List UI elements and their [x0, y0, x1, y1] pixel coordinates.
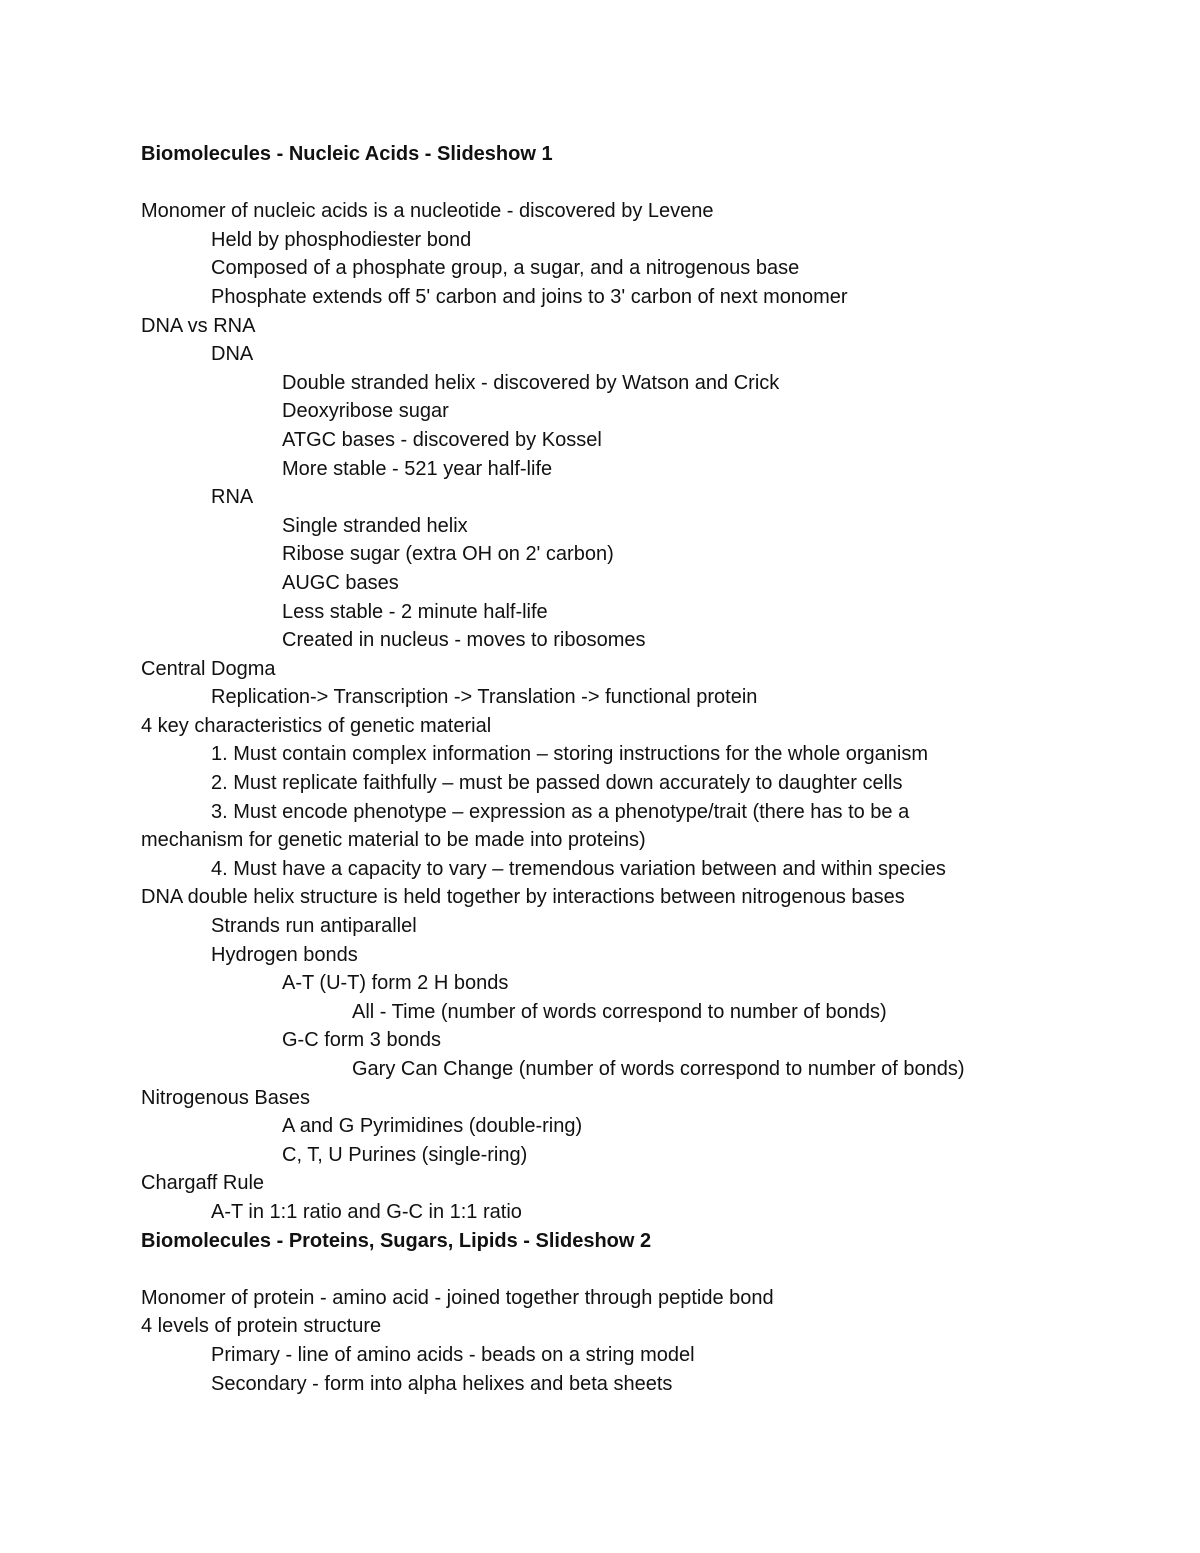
note-line: 4 key characteristics of genetic material: [141, 714, 492, 737]
note-line: Single stranded helix: [282, 514, 468, 537]
note-line: Ribose sugar (extra OH on 2' carbon): [282, 543, 614, 566]
note-line: Strands run antiparallel: [211, 915, 417, 938]
note-line: All - Time (number of words correspond to number of bonds): [352, 1000, 887, 1023]
note-line: DNA double helix structure is held together by interactions between nitrogenous bases: [141, 886, 905, 909]
note-line: Double stranded helix - discovered by Watson and Crick: [282, 371, 780, 394]
note-line: G-C form 3 bonds: [282, 1029, 441, 1052]
note-line: C, T, U Purines (single-ring): [282, 1143, 528, 1166]
document-page: [141, 140, 1141, 1398]
note-line: Secondary - form into alpha helixes and beta sheets: [211, 1372, 673, 1395]
note-line: 4 levels of protein structure: [141, 1315, 382, 1338]
note-line: Monomer of protein - amino acid - joined together through peptide bond: [141, 1286, 774, 1309]
note-line: Phosphate extends off 5' carbon and joins to 3' carbon of next monomer: [211, 285, 848, 308]
blank-line: [141, 1255, 1141, 1284]
note-line: 2. Must replicate faithfully – must be passed down accurately to daughter cells: [211, 772, 903, 795]
note-line: Less stable - 2 minute half-life: [282, 600, 548, 623]
note-line: Gary Can Change (number of words correspond to number of bonds): [352, 1058, 965, 1080]
note-line: Hydrogen bonds: [211, 943, 358, 966]
note-line: Central Dogma: [141, 657, 276, 680]
note-line: Replication-> Transcription -> Translation -> functional protein: [211, 686, 758, 709]
note-line: Held by phosphodiester bond: [211, 228, 472, 251]
section-heading-nucleic-acids: Biomolecules - Nucleic Acids - Slideshow 1: [141, 143, 553, 165]
note-line: DNA: [211, 343, 254, 366]
note-line: 3. Must encode phenotype – expression as a phenotype/trait (there has to be a: [211, 800, 910, 823]
note-line: Primary - line of amino acids - beads on a string model: [211, 1343, 695, 1366]
note-line: 4. Must have a capacity to vary – tremendous variation between and within species: [211, 857, 946, 880]
note-line: ATGC bases - discovered by Kossel: [282, 428, 602, 451]
note-line: RNA: [211, 486, 254, 509]
note-line: A-T in 1:1 ratio and G-C in 1:1 ratio: [211, 1200, 522, 1223]
note-line: AUGC bases: [282, 571, 399, 594]
note-line: DNA vs RNA: [141, 314, 256, 337]
note-line: Nitrogenous Bases: [141, 1086, 310, 1109]
note-line: Composed of a phosphate group, a sugar, and a nitrogenous base: [211, 257, 800, 280]
note-line: 1. Must contain complex information – storing instructions for the whole organism: [211, 743, 929, 766]
note-line: mechanism for genetic material to be made into proteins): [141, 829, 646, 852]
blank-line: [141, 169, 1141, 198]
note-line: Monomer of nucleic acids is a nucleotide - discovered by Levene: [141, 200, 714, 223]
note-line: More stable - 521 year half-life: [282, 457, 553, 480]
note-line: Deoxyribose sugar: [282, 400, 449, 423]
note-line: Created in nucleus - moves to ribosomes: [282, 629, 646, 652]
note-line: Chargaff Rule: [141, 1172, 265, 1195]
note-line: A-T (U-T) form 2 H bonds: [282, 972, 509, 995]
section-heading-proteins-sugars-lipids: Biomolecules - Proteins, Sugars, Lipids - Slideshow 2: [141, 1229, 652, 1252]
note-line: A and G Pyrimidines (double-ring): [282, 1115, 583, 1138]
